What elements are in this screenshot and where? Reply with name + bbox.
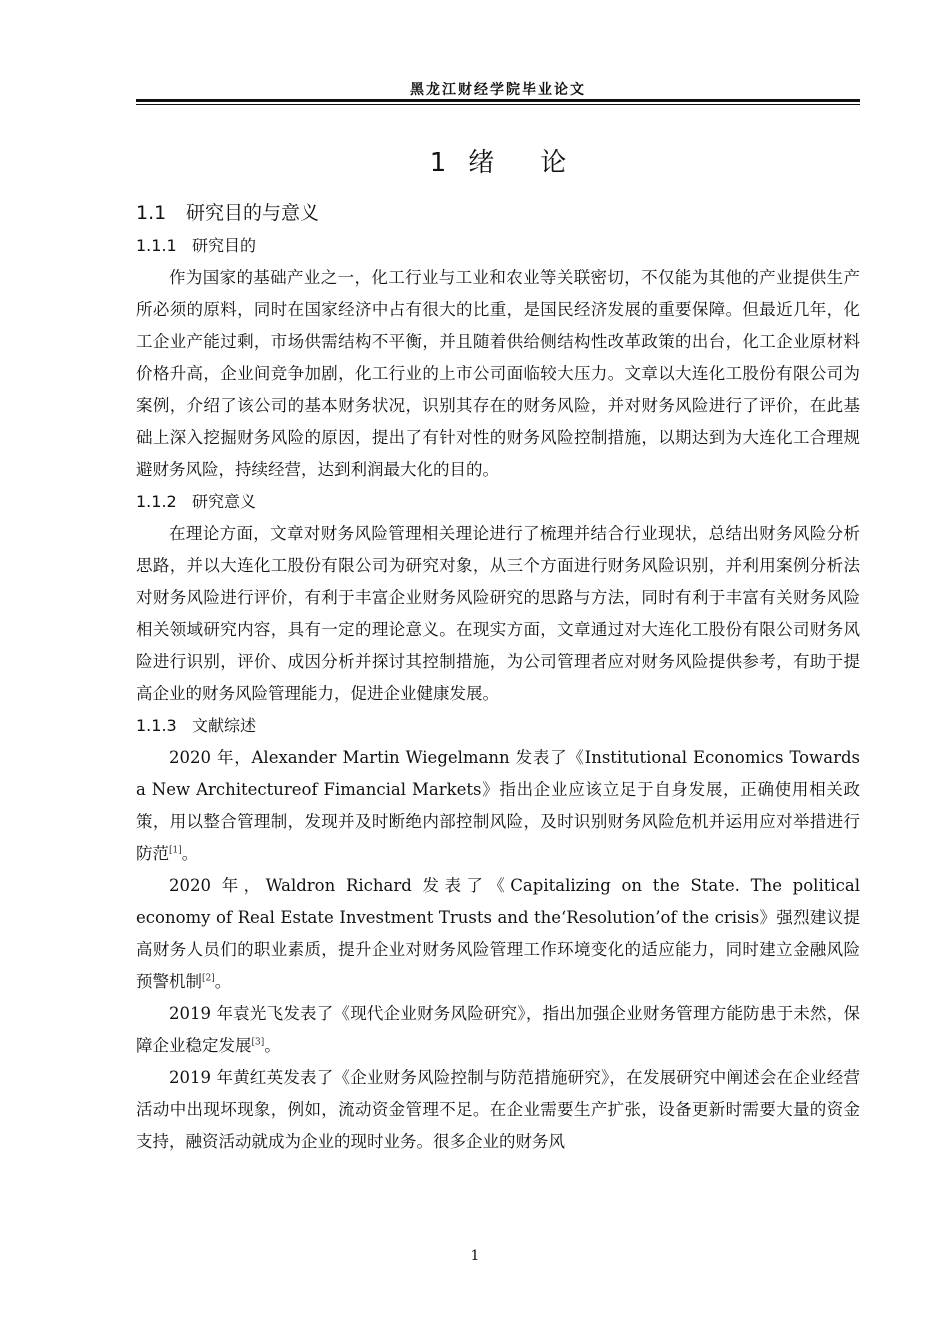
paragraph-literature-1 <box>136 742 860 870</box>
body-content <box>136 196 860 1158</box>
section-title: 研究目的与意义 <box>186 202 320 224</box>
literature-text: 2019 年袁光飞发表了《现代企业财务风险研究》，指出加强企业财务管理方能防患于未然，保障企业稳定发展 <box>136 1004 860 1055</box>
chapter-number: 1 <box>429 148 447 178</box>
subsection-heading-1-1-1 <box>136 230 860 262</box>
header-rule-thick <box>136 99 860 102</box>
sentence-end: 。 <box>181 844 199 863</box>
subsection-heading-1-1-2 <box>136 486 860 518</box>
running-header: 黑龙江财经学院毕业论文 <box>410 82 586 98</box>
paragraph-research-purpose: 作为国家的基础产业之一，化工行业与工业和农业等关联密切，不仅能为其他的产业提供生产所必须的原料，同时在国家经济中占有很大的比重，是国民经济发展的重要保障。但最近几年，化工企业产能过剩，市场供需结构不平衡，并且随着供给侧结构性改革政策的出台，化工企业原材料价格升高，企业间竞争加剧，化工行业的上市公司面临较大压力。文章以大连化工股份有限公司为案例，介绍了该公司的基本财务状况，识别其存在的财务风险，并对财务风险进行了评价，在此基础上深入挖掘财务风险的原因，提出了有针对性的财务风险控制措施，以期达到为大连化工合理规避财务风险，持续经营，达到利润最大化的目的。 <box>136 268 860 479</box>
paragraph-literature-4 <box>136 1062 860 1158</box>
literature-text: 2019 年黄红英发表了《企业财务风险控制与防范措施研究》，在发展研究中阐述会在企业经营活动中出现坏现象，例如，流动资金管理不足。在企业需要生产扩张，设备更新时需要大量的资金支持，融资活动就成为企业的现时业务。很多企业的财务风 <box>136 1068 860 1151</box>
subsection-heading-1-1-3 <box>136 710 860 742</box>
section-heading-1-1 <box>136 196 860 230</box>
chapter-title-part-1: 绪 <box>468 148 495 178</box>
header-rule-thin <box>136 104 860 105</box>
paragraph-literature-2 <box>136 870 860 998</box>
sentence-end: 。 <box>264 1036 281 1055</box>
paragraph-research-significance: 在理论方面，文章对财务风险管理相关理论进行了梳理并结合行业现状，总结出财务风险分析思路，并以大连化工股份有限公司为研究对象，从三个方面进行财务风险识别，并利用案例分析法对财务风险进行评价，有利于丰富企业财务风险研究的思路与方法，同时有利于丰富有关财务风险相关领域研究内容，具有一定的理论意义。在现实方面，文章通过对大连化工股份有限公司财务风险进行识别，评价、成因分析并探讨其控制措施，为公司管理者应对财务风险提供参考，有助于提高企业的财务风险管理能力，促进企业健康发展。 <box>136 524 860 703</box>
citation-marker: [2] <box>202 973 215 984</box>
subsection-title: 文献综述 <box>192 716 257 735</box>
subsection-title: 研究目的 <box>192 236 257 255</box>
section-number: 1.1 <box>136 202 167 224</box>
subsection-number: 1.1.2 <box>136 492 177 511</box>
subsection-title: 研究意义 <box>192 492 257 511</box>
paragraph-literature-3 <box>136 998 860 1062</box>
citation-marker: [3] <box>251 1037 265 1048</box>
page-number: 1 <box>470 1248 480 1264</box>
chapter-title <box>136 142 860 179</box>
sentence-end: 。 <box>214 972 232 991</box>
subsection-number: 1.1.3 <box>136 716 177 735</box>
chapter-title-part-2: 论 <box>540 148 567 178</box>
subsection-number: 1.1.1 <box>136 236 177 255</box>
literature-text: 2020 年，Alexander Martin Wiegelmann 发表了《Institutional Economics Towards a New Architectureof Fimancial Markets》指出企业应该立足于自身发展，正确使用相关政策，用以整合管理制，发现并及时断绝内部控制风险，及时识别财务风险危机并运用应对举措进行防范 <box>136 748 860 863</box>
citation-marker: [1] <box>169 845 182 856</box>
literature-text: 2020 年，Waldron Richard 发表了《Capitalizing on the State. The political economy of Real Estate Investment Trusts and the‘Resolution’of the crisis》强烈建议提高财务人员们的职业素质，提升企业对财务风险管理工作环境变化的适应能力，同时建立金融风险预警机制 <box>136 876 860 991</box>
